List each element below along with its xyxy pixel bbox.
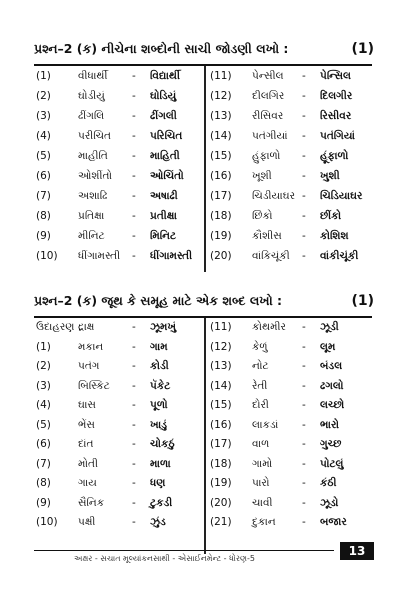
marks: (1) xyxy=(351,293,374,309)
cell-w1: પતંગ xyxy=(78,360,100,372)
cell-a1: ઘોડિયું xyxy=(150,90,177,102)
cell-a1: પરિચિત xyxy=(150,130,183,142)
cell-w1: ઘાસ xyxy=(78,399,96,411)
cell-a1: કોડી xyxy=(150,360,169,372)
cell-n2: (18) xyxy=(210,210,232,222)
cell-d2: - xyxy=(302,190,306,202)
footer-rule xyxy=(34,550,334,551)
cell-a2: લૂમ xyxy=(320,340,336,353)
cell-n2: (16) xyxy=(210,170,232,182)
cell-d1: - xyxy=(132,250,136,262)
cell-d1: - xyxy=(132,130,136,142)
table-row xyxy=(34,474,374,494)
cell-d2: - xyxy=(302,230,306,242)
cell-w1: મોતી xyxy=(78,457,99,470)
table-row xyxy=(34,416,374,436)
cell-n2: (11) xyxy=(210,321,232,333)
cell-n1: (6) xyxy=(36,170,51,182)
heading-text: પ્રશ્ન–2 (ક) નીચેના શબ્દોની સાચી જોડણી લખો : xyxy=(34,41,289,56)
cell-a2: બજાર xyxy=(320,516,347,528)
cell-d1: - xyxy=(132,477,136,489)
cell-n1: (2) xyxy=(36,360,51,372)
cell-a1: અષાઢી xyxy=(150,190,178,202)
cell-w2: દુકાન xyxy=(252,516,276,528)
cell-a2: ભારો xyxy=(320,418,340,431)
cell-d2: - xyxy=(302,438,306,450)
cell-n1: (3) xyxy=(36,110,51,122)
cell-a1: ધીંગામસ્તી xyxy=(150,250,193,262)
cell-n2: (15) xyxy=(210,150,232,162)
cell-d2: - xyxy=(302,170,306,182)
cell-a2: પોટલું xyxy=(320,457,344,470)
cell-n1: (1) xyxy=(36,70,51,82)
page-footer xyxy=(34,544,374,570)
table-row xyxy=(34,166,374,186)
cell-n2: (17) xyxy=(210,190,232,202)
cell-a1: પૂળો xyxy=(150,399,168,411)
cell-w2: ચાવી xyxy=(252,496,273,509)
cell-n2: (20) xyxy=(210,250,232,262)
cell-w2: પેન્સીલ xyxy=(252,70,284,82)
cell-a2: ચિડિયાઘર xyxy=(320,190,363,202)
cell-a2: કોશિશ xyxy=(320,230,349,242)
cell-n2: (19) xyxy=(210,477,232,489)
cell-w2: ચિડીયાઘર xyxy=(252,190,295,202)
cell-d1: - xyxy=(132,399,136,411)
cell-n2: (13) xyxy=(210,110,232,122)
cell-w1: દાંત xyxy=(78,438,94,450)
cell-n1: (9) xyxy=(36,496,51,509)
cell-d1: - xyxy=(132,457,136,470)
cell-d1: - xyxy=(132,379,136,392)
cell-n2: (14) xyxy=(210,379,232,392)
cell-w1: વીધાર્થી xyxy=(78,70,108,82)
cell-d1: - xyxy=(132,90,136,102)
cell-a2: કંઠી xyxy=(320,477,337,489)
cell-n1: (3) xyxy=(36,379,51,392)
cell-w1: મીનિટ xyxy=(78,230,105,242)
cell-w1: મકાન xyxy=(78,340,104,353)
cell-n2: (19) xyxy=(210,230,232,242)
cell-a1: માહિતી xyxy=(150,150,180,162)
cell-n2: (12) xyxy=(210,90,232,102)
cell-d2: - xyxy=(302,250,306,262)
table-row xyxy=(34,146,374,166)
cell-w2: છિંકો xyxy=(252,210,273,222)
table-row xyxy=(34,186,374,206)
cell-w2: ખૂશી xyxy=(252,170,272,182)
table-row xyxy=(34,106,374,126)
table-row xyxy=(34,338,374,358)
cell-a1: ચોકઠું xyxy=(150,438,175,450)
cell-d2: - xyxy=(302,477,306,489)
cell-n1: (10) xyxy=(36,516,58,528)
cell-w1: અશાઢિ xyxy=(78,190,108,202)
section-heading xyxy=(34,38,374,60)
cell-a1: પૅકેટ xyxy=(150,379,171,392)
cell-n2: (13) xyxy=(210,360,232,372)
cell-d1: - xyxy=(132,70,136,82)
cell-w2: રેતી xyxy=(252,379,268,392)
cell-n1: (8) xyxy=(36,210,51,222)
cell-d2: - xyxy=(302,516,306,528)
cell-n2: (18) xyxy=(210,457,232,470)
cell-d2: - xyxy=(302,340,306,353)
cell-w2: વાળ xyxy=(252,438,270,450)
cell-a1: ગામ xyxy=(150,340,168,353)
cell-n2: (21) xyxy=(210,516,232,528)
cell-a2: ઢગલો xyxy=(320,379,344,392)
cell-n2: (11) xyxy=(210,70,232,82)
cell-w2: દીલગિર xyxy=(252,90,285,102)
cell-w2: દોરી xyxy=(252,399,269,411)
heading-text: પ્રશ્ન–2 (ક) જૂથ કે સમૂહ માટે એક શબ્દ લખો : xyxy=(34,293,283,308)
cell-w1: બિસ્કિટ xyxy=(78,379,110,392)
cell-a2: છીંકો xyxy=(320,210,342,222)
table-row xyxy=(34,126,374,146)
cell-w1: પક્ષી xyxy=(78,516,96,528)
table-row xyxy=(34,396,374,416)
table-row xyxy=(34,318,374,338)
cell-n1: (9) xyxy=(36,230,51,242)
cell-d2: - xyxy=(302,399,306,411)
cell-w1: ઓશીંતો xyxy=(78,170,113,182)
cell-d1: - xyxy=(132,340,136,353)
cell-w2: વાંકિચૂંકી xyxy=(252,250,290,262)
cell-a1: ટુકડી xyxy=(150,496,173,509)
cell-n1: (10) xyxy=(36,250,58,262)
cell-a2: રિસીવર xyxy=(320,110,352,122)
cell-w2: પતંગીયાં xyxy=(252,130,288,142)
cell-w1: ગાય xyxy=(78,477,97,489)
cell-d1: - xyxy=(132,496,136,509)
cell-d1: - xyxy=(132,516,136,528)
section-heading xyxy=(34,290,374,312)
cell-a2: પતંગિયાં xyxy=(320,130,355,142)
cell-n2: (16) xyxy=(210,418,232,431)
cell-d2: - xyxy=(302,70,306,82)
cell-w2: કૌશીસ xyxy=(252,230,282,242)
cell-d1: - xyxy=(132,438,136,450)
cell-n1: (5) xyxy=(36,418,51,431)
cell-w1: પ્રતિક્ષા xyxy=(78,210,105,222)
cell-d2: - xyxy=(302,379,306,392)
cell-d1: - xyxy=(132,230,136,242)
cell-a1: માળા xyxy=(150,457,171,470)
cell-w2: પારો xyxy=(252,477,270,489)
cell-a2: ગુચ્છ xyxy=(320,438,342,450)
cell-w2: હુંફાળો xyxy=(252,150,281,162)
cell-w1: ધીંગામસ્તી xyxy=(78,250,121,262)
cell-w2: લાકડાં xyxy=(252,418,279,431)
marks: (1) xyxy=(351,41,374,57)
cell-n2: (12) xyxy=(210,340,232,353)
cell-a1: વિદ્યાર્થી xyxy=(150,70,180,82)
cell-n1: (1) xyxy=(36,340,51,353)
cell-n1: (7) xyxy=(36,457,51,470)
cell-w2: રીસિવર xyxy=(252,110,284,122)
cell-a2: લચ્છો xyxy=(320,399,345,411)
cell-n2: (20) xyxy=(210,496,232,509)
cell-d1: - xyxy=(132,170,136,182)
table-row xyxy=(34,377,374,397)
section-spelling xyxy=(0,38,404,266)
cell-d1: - xyxy=(132,110,136,122)
cell-w2: કોથમીર xyxy=(252,321,286,333)
section-group-words xyxy=(0,290,404,533)
cell-n1: (5) xyxy=(36,150,51,162)
table-row xyxy=(34,246,374,266)
cell-w1: સૈનિક xyxy=(78,496,105,509)
cell-a2: પેન્સિલ xyxy=(320,70,351,82)
cell-n1: (4) xyxy=(36,399,51,411)
cell-a2: ખુશી xyxy=(320,170,340,182)
table-row xyxy=(34,494,374,514)
cell-a1: ઝૂમખું xyxy=(150,321,177,333)
cell-n1: (8) xyxy=(36,477,51,489)
cell-w1: ભેંસ xyxy=(78,418,95,431)
cell-a1: ઓચિંતો xyxy=(150,170,184,182)
cell-n2: (15) xyxy=(210,399,232,411)
table-row xyxy=(34,513,374,533)
cell-a1: ઢીંગલી xyxy=(150,110,177,122)
cell-n1: (6) xyxy=(36,438,51,450)
table-row xyxy=(34,206,374,226)
cell-w2: નોટ xyxy=(252,360,269,372)
table-row xyxy=(34,66,374,86)
cell-n2: (17) xyxy=(210,438,232,450)
cell-a1: ઝુંડ xyxy=(150,516,166,528)
cell-d1: - xyxy=(132,418,136,431)
cell-a2: ઝૂડી xyxy=(320,321,339,333)
cell-d2: - xyxy=(302,210,306,222)
cell-w2: કેળું xyxy=(252,340,268,353)
cell-d2: - xyxy=(302,150,306,162)
cell-d2: - xyxy=(302,90,306,102)
cell-w1: દ્રાક્ષ xyxy=(78,321,95,333)
cell-d1: - xyxy=(132,360,136,372)
cell-n1: (4) xyxy=(36,130,51,142)
cell-a2: વાંકીચૂંકી xyxy=(320,250,359,262)
cell-d1: - xyxy=(132,210,136,222)
table-row xyxy=(34,226,374,246)
table-row xyxy=(34,357,374,377)
cell-a1: મિનિટ xyxy=(150,230,177,242)
cell-d2: - xyxy=(302,110,306,122)
cell-a2: હૂંફાળો xyxy=(320,150,349,162)
cell-w1: પરીચિત xyxy=(78,130,111,142)
table-row xyxy=(34,86,374,106)
cell-w1: ઘોડીયું xyxy=(78,90,105,102)
cell-n1: ઉદાહરણ : xyxy=(36,321,82,333)
word-table xyxy=(34,66,374,266)
cell-n1: (2) xyxy=(36,90,51,102)
word-table xyxy=(34,318,374,533)
cell-d2: - xyxy=(302,360,306,372)
cell-d2: - xyxy=(302,321,306,333)
cell-w1: માહીતિ xyxy=(78,150,108,162)
table-row xyxy=(34,455,374,475)
cell-d2: - xyxy=(302,418,306,431)
cell-d1: - xyxy=(132,150,136,162)
cell-a2: બંડલ xyxy=(320,360,343,372)
page-number: 13 xyxy=(340,542,374,560)
cell-n2: (14) xyxy=(210,130,232,142)
table-row xyxy=(34,435,374,455)
cell-d1: - xyxy=(132,321,136,333)
cell-d2: - xyxy=(302,130,306,142)
cell-d1: - xyxy=(132,190,136,202)
footer-text: અક્ષર - સચાત મૂલ્યાંકનસાથી - એસાઈનમેન્ટ - ધોરણ-5 xyxy=(74,554,255,563)
cell-d2: - xyxy=(302,496,306,509)
cell-a1: ધણ xyxy=(150,477,166,489)
cell-w2: ગામો xyxy=(252,457,273,470)
cell-a1: પ્રતીક્ષા xyxy=(150,210,177,222)
cell-d2: - xyxy=(302,457,306,470)
cell-a2: ઝૂડો xyxy=(320,496,339,509)
cell-w1: ઢીંગલિ xyxy=(78,110,105,122)
cell-n1: (7) xyxy=(36,190,51,202)
cell-a2: દિલગીર xyxy=(320,90,353,102)
cell-a1: ખાડું xyxy=(150,418,167,431)
